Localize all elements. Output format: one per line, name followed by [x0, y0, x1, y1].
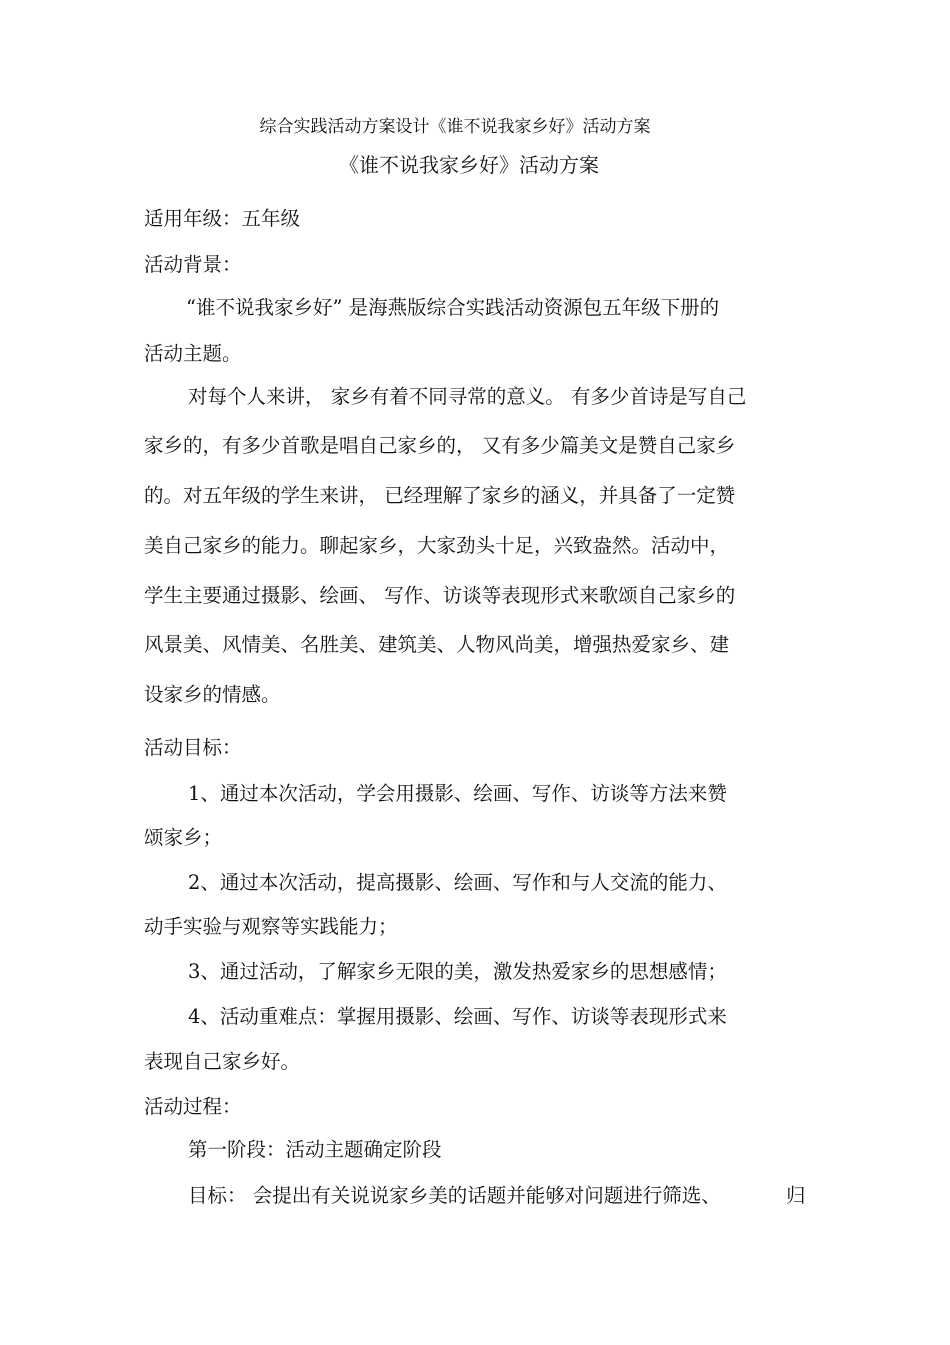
background-paragraph1-line2: 活动主题。: [144, 342, 242, 365]
goals-heading: 活动目标：: [144, 736, 242, 759]
background-paragraph2-line2: 家乡的，有多少首歌是唱自己家乡的， 又有多少篇美文是赞自己家乡: [144, 434, 736, 457]
goal4-line1: 4、活动重难点：掌握用摄影、绘画、写作、访谈等表现形式来: [188, 1005, 727, 1028]
goal3-line1: 3、通过活动，了解家乡无限的美，激发热爱家乡的思想感情；: [188, 960, 727, 983]
goal1-line1: 1、通过本次活动，学会用摄影、绘画、写作、访谈等方法来赞: [188, 782, 727, 805]
goal2-line1: 2、通过本次活动，提高摄影、绘画、写作和与人交流的能力、: [188, 871, 727, 894]
background-paragraph2-line4: 美自己家乡的能力。聊起家乡，大家劲头十足，兴致盎然。活动中，: [144, 534, 730, 557]
background-paragraph2-line3: 的。对五年级的学生来讲， 已经理解了家乡的涵义，并具备了一定赞: [144, 484, 736, 507]
background-paragraph1-line1: “谁不说我家乡好” 是海燕版综合实践活动资源包五年级下册的: [186, 296, 720, 319]
background-paragraph2-line5: 学生主要通过摄影、绘画、 写作、访谈等表现形式来歌颂自己家乡的: [144, 584, 736, 607]
document-subtitle: 综合实践活动方案设计《谁不说我家乡好》活动方案: [259, 117, 651, 137]
background-paragraph2-line1: 对每个人来讲， 家乡有着不同寻常的意义。 有多少首诗是写自己: [188, 385, 747, 408]
goal4-line2: 表现自己家乡好。: [144, 1050, 301, 1073]
goal1-line2: 颂家乡；: [144, 826, 223, 849]
stage1-goal-line1-tail: 归: [786, 1184, 806, 1207]
goal2-line2: 动手实验与观察等实践能力；: [144, 915, 398, 938]
background-paragraph2-line6: 风景美、风情美、名胜美、建筑美、人物风尚美，增强热爱家乡、建: [144, 633, 730, 656]
stage1-title: 第一阶段：活动主题确定阶段: [188, 1138, 442, 1161]
document-title: 《谁不说我家乡好》活动方案: [339, 153, 599, 177]
grade-line: 适用年级：五年级: [144, 207, 301, 230]
background-paragraph2-line7: 设家乡的情感。: [144, 683, 281, 706]
stage1-goal-line1: 目标： 会提出有关说说家乡美的话题并能够对问题进行筛选、: [188, 1184, 721, 1207]
process-heading: 活动过程：: [144, 1095, 242, 1118]
background-heading: 活动背景：: [144, 253, 242, 276]
